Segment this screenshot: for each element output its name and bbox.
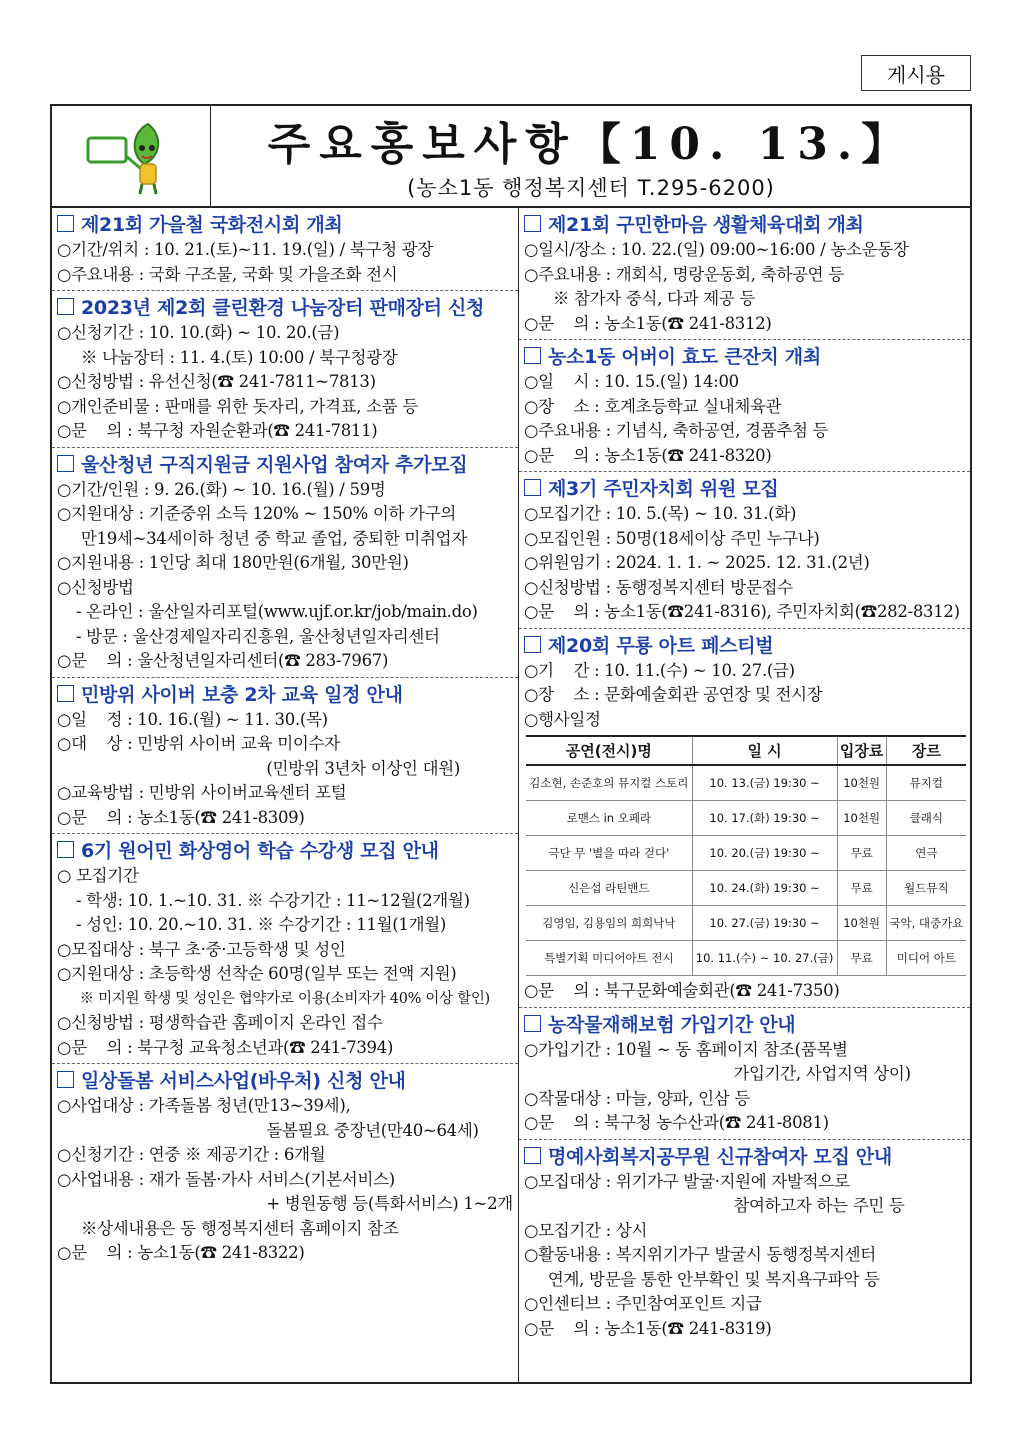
table-cell: 월드뮤직 [886, 871, 966, 906]
table-header: 일 시 [692, 736, 837, 765]
notice-line: ○일 정 : 10. 16.(월) ~ 11. 30.(목) [57, 709, 328, 729]
notice-line: ※ 참가자 중식, 다과 제공 등 [538, 289, 756, 308]
notice-section [519, 340, 970, 472]
header [52, 106, 970, 208]
notice-line: ○ 모집기간 [57, 866, 139, 885]
table-cell: 미디어 아트 [886, 941, 966, 976]
table-cell: 클래식 [886, 801, 966, 836]
notice-line: ○교육방법 : 민방위 사이버교육센터 포털 [57, 783, 347, 802]
notice-line: ○기 간 : 10. 11.(수) ~ 10. 27.(금) [524, 660, 795, 680]
notice-line: ○신청방법 : 평생학습관 홈페이지 온라인 접수 [57, 1013, 383, 1032]
logo-box [52, 106, 211, 206]
checkbox-square-icon [57, 841, 74, 858]
notice-section [52, 448, 518, 678]
section-title: 농작물재해보험 가입기간 안내 [524, 1010, 967, 1037]
notice-line: ○작물대상 : 마늘, 양파, 인삼 등 [524, 1088, 750, 1108]
notice-line: 만19세~34세이하 청년 중 학교 졸업, 중퇴한 미취업자 [71, 528, 467, 548]
notice-line: ○문 의 : 농소1동(☎ 241-8312) [524, 313, 772, 333]
notice-line: ○문 의 : 북구청 교육청소년과(☎ 241-7394) [57, 1037, 394, 1057]
table-cell: 국악, 대중가요 [886, 906, 966, 941]
notice-line: ○인센티브 : 주민참여포인트 지급 [524, 1294, 762, 1313]
table-cell: 10. 17.(화) 19:30 ~ [692, 801, 837, 836]
table-cell: 김영임, 김용임의 희희낙낙 [526, 906, 692, 941]
checkbox-square-icon [524, 479, 541, 496]
table-row [526, 765, 966, 801]
table-cell: 연극 [886, 836, 966, 871]
table-cell: 10천원 [837, 765, 886, 801]
section-title: 제20회 무룡 아트 페스티벌 [524, 631, 967, 658]
notice-line: ○일시/장소 : 10. 22.(일) 09:00~16:00 / 농소운동장 [524, 240, 909, 259]
section-title: 6기 원어민 화상영어 학습 수강생 모집 안내 [57, 836, 515, 863]
checkbox-square-icon [524, 1015, 541, 1032]
notice-line: (민방위 3년차 이상인 대원) [207, 758, 461, 778]
right-column [519, 208, 970, 1382]
table-row [526, 801, 966, 836]
notice-line: 가입기간, 사업지역 상이) [674, 1064, 911, 1083]
notice-section [52, 1064, 518, 1269]
section-title: 일상돌봄 서비스사업(바우처) 신청 안내 [57, 1066, 515, 1093]
notice-line: ※ 나눔장터 : 11. 4.(토) 10:00 / 북구청광장 [71, 347, 398, 367]
section-title: 울산청년 구직지원금 지원사업 참여자 추가모집 [57, 450, 515, 477]
notice-section [52, 291, 518, 448]
notice-line: ○문 의 : 울산청년일자리센터(☎ 283-7967) [57, 651, 389, 670]
notice-line: ○지원대상 : 초등학생 선착순 60명(일부 또는 전액 지원) [57, 964, 457, 983]
notice-line: ○일 시 : 10. 15.(일) 14:00 [524, 372, 739, 391]
table-cell: 무료 [837, 836, 886, 871]
checkbox-square-icon [524, 215, 541, 232]
notice-line: ○신청방법 : 동행정복지센터 방문접수 [524, 577, 793, 597]
notice-line: ○신청기간 : 10. 10.(화) ~ 10. 20.(금) [57, 323, 340, 342]
section-title: 제21회 구민한마음 생활체육대회 개최 [524, 210, 967, 237]
notice-line: ○문 의 : 북구문화예술회관(☎ 241-7350) [524, 981, 840, 1000]
notice-line: ○주요내용 : 기념식, 축하공연, 경품추첨 등 [524, 421, 829, 440]
notice-line: ○가입기간 : 10월 ~ 동 홈페이지 참조(품목별 [524, 1039, 848, 1059]
table-cell: 10. 20.(금) 19:30 ~ [692, 836, 837, 871]
notice-line: ○대 상 : 민방위 사이버 교육 미이수자 [57, 734, 340, 753]
section-title: 2023년 제2회 클린환경 나눔장터 판매장터 신청 [57, 293, 515, 320]
notice-line: ○주요내용 : 국화 구조물, 국화 및 가을조화 전시 [57, 264, 398, 284]
notice-line: 연계, 방문을 통한 안부확인 및 복지욕구파악 등 [538, 1269, 880, 1289]
table-row [526, 871, 966, 906]
table-cell: 무료 [837, 871, 886, 906]
notice-section [519, 629, 970, 1008]
notice-line: ○장 소 : 호계초등학교 실내체육관 [524, 396, 782, 416]
notice-line: + 병원동행 등(특화서비스) 1~2개 [207, 1194, 513, 1213]
notice-line: ○신청기간 : 연중 ※ 제공기간 : 6개월 [57, 1145, 326, 1164]
table-cell: 특별기획 미디어아트 전시 [526, 941, 692, 976]
notice-line: ○모집기간 : 10. 5.(목) ~ 10. 31.(화) [524, 504, 797, 523]
notice-line: - 성인: 10. 20.~10. 31. ※ 수강기간 : 11월(1개월) [71, 915, 447, 934]
section-title: 농소1동 어버이 효도 큰잔치 개최 [524, 342, 967, 369]
table-cell: 무료 [837, 941, 886, 976]
table-cell: 10. 13.(금) 19:30 ~ [692, 765, 837, 801]
table-row [526, 836, 966, 871]
notice-line: ○문 의 : 농소1동(☎ 241-8322) [57, 1243, 305, 1262]
notice-line: ※ 미지원 학생 및 성인은 협약가로 이용(소비자가 40% 이상 할인) [71, 990, 490, 1007]
table-cell: 뮤지컬 [886, 765, 966, 801]
notice-line: ○문 의 : 농소1동(☎ 241-8309) [57, 807, 305, 827]
checkbox-square-icon [57, 298, 74, 315]
notice-section [52, 834, 518, 1064]
table-cell: 10천원 [837, 906, 886, 941]
checkbox-square-icon [524, 1147, 541, 1164]
section-title: 민방위 사이버 보충 2차 교육 일정 안내 [57, 680, 515, 707]
checkbox-square-icon [524, 636, 541, 653]
table-cell: 10. 24.(화) 19:30 ~ [692, 871, 837, 906]
notice-line: 돌봄필요 중장년(만40~64세) [207, 1120, 479, 1140]
notice-line: ○모집대상 : 위기가구 발굴·지원에 자발적으로 [524, 1171, 850, 1191]
table-cell: 10천원 [837, 801, 886, 836]
table-cell: 10. 27.(금) 19:30 ~ [692, 906, 837, 941]
notice-section [519, 208, 970, 340]
notice-line: ○사업내용 : 재가 돌봄·가사 서비스(기본서비스) [57, 1169, 395, 1189]
notice-line: ○모집인원 : 50명(18세이상 주민 누구나) [524, 528, 820, 548]
notice-line: ○신청방법 : 유선신청(☎ 241-7811~7813) [57, 372, 376, 391]
notice-section [52, 678, 518, 835]
table-row [526, 906, 966, 941]
checkbox-square-icon [57, 685, 74, 702]
table-cell: 로맨스 in 오페라 [526, 801, 692, 836]
notice-line: - 온라인 : 울산일자리포털(www.ujf.or.kr/job/main.do) [71, 602, 478, 621]
table-row [526, 941, 966, 976]
notice-line: ○기간/위치 : 10. 21.(토)~11. 19.(일) / 북구청 광장 [57, 240, 433, 259]
table-header: 입장료 [837, 736, 886, 765]
notice-line: ○기간/인원 : 9. 26.(화) ~ 10. 16.(월) / 59명 [57, 479, 386, 499]
notice-line: ○주요내용 : 개회식, 명랑운동회, 축하공연 등 [524, 264, 844, 284]
notice-line: ○장 소 : 문화예술회관 공연장 및 전시장 [524, 685, 823, 704]
table-header: 장르 [886, 736, 966, 765]
notice-line: - 방문 : 울산경제일자리진흥원, 울산청년일자리센터 [71, 626, 440, 646]
notice-line: ○문 의 : 북구청 자원순환과(☎ 241-7811) [57, 421, 378, 440]
notice-section [52, 208, 518, 291]
notice-line: ○사업대상 : 가족돌봄 청년(만13~39세), [57, 1096, 351, 1115]
notice-line: 참여하고자 하는 주민 등 [674, 1196, 905, 1215]
checkbox-square-icon [524, 347, 541, 364]
notice-line: ※상세내용은 동 행정복지센터 홈페이지 참조 [71, 1218, 399, 1238]
notice-line: ○활동내용 : 복지위기가구 발굴시 동행정복지센터 [524, 1245, 876, 1264]
notice-line: - 학생: 10. 1.~10. 31. ※ 수강기간 : 11~12월(2개월) [71, 890, 470, 910]
notice-line: ○문 의 : 농소1동(☎ 241-8320) [524, 445, 772, 465]
page-subtitle: (농소1동 행정복지센터 T.295-6200) [407, 176, 775, 200]
notice-line: ○행사일정 [524, 709, 601, 729]
section-title: 제21회 가을철 국화전시회 개최 [57, 210, 515, 237]
table-cell: 신은섭 라틴밴드 [526, 871, 692, 906]
notice-section [519, 1008, 970, 1140]
notice-section [519, 1140, 970, 1345]
checkbox-square-icon [57, 455, 74, 472]
notice-line: ○모집기간 : 상시 [524, 1220, 648, 1240]
mascot-leaf-icon [52, 106, 210, 206]
table-header: 공연(전시)명 [526, 736, 692, 765]
checkbox-square-icon [57, 1071, 74, 1088]
notice-line: ○신청방법 [57, 577, 134, 597]
table-cell: 극단 무 '별을 따라 걷다' [526, 836, 692, 871]
notice-line: ○개인준비물 : 판매를 위한 돗자리, 가격표, 소품 등 [57, 396, 419, 416]
table-cell: 김소현, 손준호의 뮤지컬 스토리 [526, 765, 692, 801]
left-column [52, 208, 519, 1382]
table-cell: 10. 11.(수) ~ 10. 27.(금) [692, 941, 837, 976]
event-schedule-table [526, 735, 966, 976]
notice-line: ○문 의 : 북구청 농수산과(☎ 241-8081) [524, 1113, 829, 1132]
notice-line: ○지원대상 : 기준중위 소득 120% ~ 150% 이하 가구의 [57, 504, 456, 523]
notice-frame [50, 104, 972, 1384]
section-title: 제3기 주민자치회 위원 모집 [524, 474, 967, 501]
notice-line: ○위원임기 : 2024. 1. 1. ~ 2025. 12. 31.(2년) [524, 553, 870, 572]
notice-line: ○지원내용 : 1인당 최대 180만원(6개월, 30만원) [57, 553, 409, 572]
section-title: 명예사회복지공무원 신규참여자 모집 안내 [524, 1142, 967, 1169]
notice-line: ○문 의 : 농소1동(☎241-8316), 주민자치회(☎282-8312) [524, 602, 960, 621]
notice-section [519, 472, 970, 629]
page-title: 주요홍보사항【10. 13.】 [267, 119, 915, 170]
posting-tag: 게시용 [861, 55, 971, 91]
notice-line: ○문 의 : 농소1동(☎ 241-8319) [524, 1318, 772, 1338]
notice-line: ○모집대상 : 북구 초·중·고등학생 및 성인 [57, 939, 346, 959]
checkbox-square-icon [57, 215, 74, 232]
